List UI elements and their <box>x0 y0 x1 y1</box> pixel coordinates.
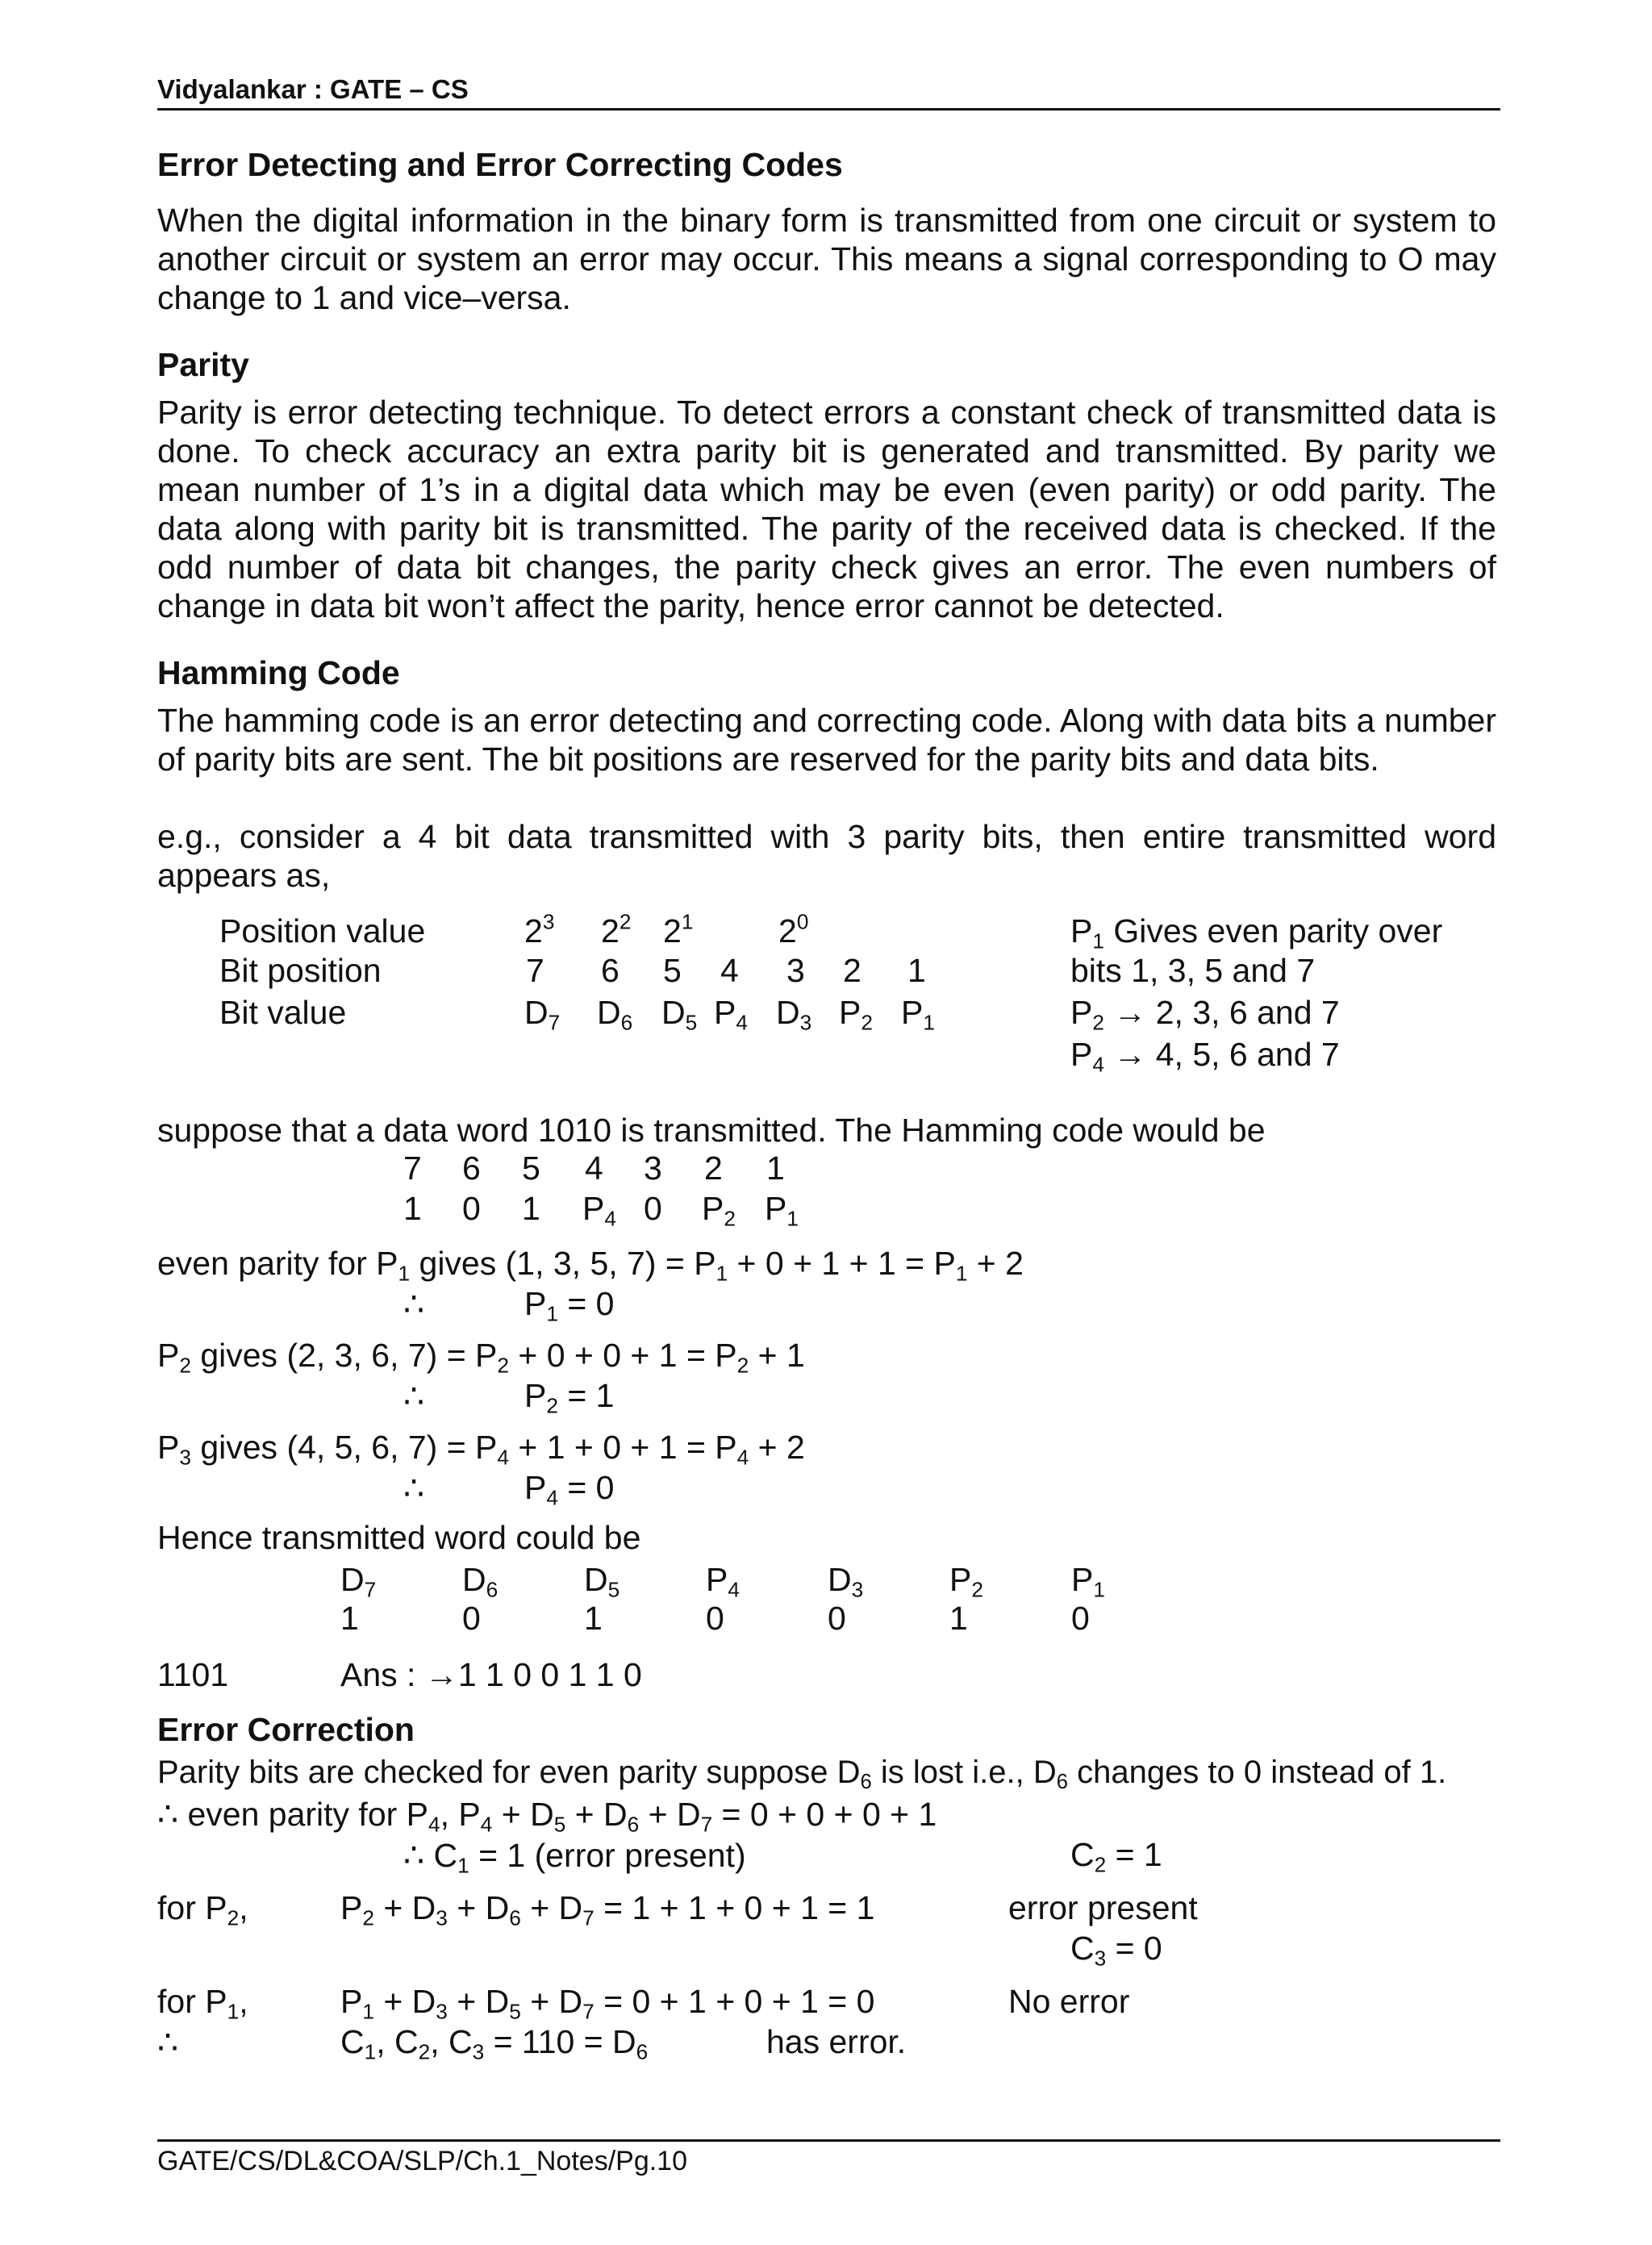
position-value-2-0: $2^0$ <box>778 909 809 949</box>
note-p1-bits: bits 1, 3, 5 and 7 <box>1070 952 1316 989</box>
therefore-symbol: ∴ <box>403 1470 425 1507</box>
word-label-p2: $P_2$ <box>949 1561 983 1602</box>
for-p1-label: for $P_1$, <box>157 1983 248 2024</box>
example-position-3: 3 <box>644 1150 662 1187</box>
position-value-2-3: $2^3$ <box>524 909 555 949</box>
word-bit-d5: 1 <box>584 1600 603 1637</box>
bit-value-d7: $D_7$ <box>524 994 561 1035</box>
example-value-1b: 1 <box>522 1190 540 1227</box>
word-bit-d3: 0 <box>828 1600 846 1637</box>
heading-error-codes: Error Detecting and Error Correcting Codes <box>157 146 843 183</box>
paragraph-hamming-2: e.g., consider a 4 bit data transmitted with 3 parity bits, then entire transmitted word appears as, <box>157 818 1496 894</box>
bit-position-7: 7 <box>526 952 544 989</box>
heading-parity: Parity <box>157 346 249 383</box>
word-label-d5: $D_5$ <box>584 1561 620 1602</box>
word-bit-p4: 0 <box>706 1600 724 1637</box>
bit-position-5: 5 <box>663 952 682 989</box>
correction-c3: $C_3 = 0$ <box>1070 1930 1162 1971</box>
example-value-p1: $P_1$ <box>765 1190 799 1231</box>
for-p2-equation: $P_2 + D_3 + D_6 + D_7 = 1 + 1 + 0 + 1 = 1$ <box>340 1889 875 1930</box>
example-position-2: 2 <box>704 1150 723 1187</box>
row-label-position-value: Position value <box>219 912 426 949</box>
heading-hamming-code: Hamming Code <box>157 654 400 691</box>
for-p1-result: No error <box>1008 1983 1130 2020</box>
heading-error-correction: Error Correction <box>157 1711 415 1748</box>
example-position-5: 5 <box>522 1150 540 1187</box>
bit-value-d6: $D_6$ <box>597 994 633 1035</box>
word-label-d6: $D_6$ <box>462 1561 499 1602</box>
word-label-d3: $D_3$ <box>828 1561 864 1602</box>
paragraph-error-codes: When the digital information in the binary form is transmitted from one circuit or system to another circuit or system an error may occur. This means a signal corresponding to O may change to 1 and vice–versa. <box>157 202 1496 316</box>
final-tail: has error. <box>766 2023 907 2060</box>
equation-p2: $P_2$ gives (2, 3, 6, $7) = P_2 + 0 + 0 + 1 = P_2 + 1$ <box>157 1337 805 1378</box>
example-intro: suppose that a data word 1010 is transmitted. The Hamming code would be <box>157 1112 1266 1149</box>
paragraph-parity: Parity is error detecting technique. To detect errors a constant check of transmitted data is done. To check accuracy an extra parity bit is generated and transmitted. By parity we mean number of 1’s in a digital data which may be even (even parity) or odd parity. The data along with parity bit is transmitted. The parity of the received data is checked. If the odd number of data bit changes, the parity check gives an error. The even numbers of change in data bit won’t affect the parity, hence error cannot be detected. <box>157 394 1496 624</box>
word-bit-d7: 1 <box>340 1600 359 1637</box>
example-position-1: 1 <box>766 1150 785 1187</box>
final-syndrome: $C_1$, $C_2$, $C_3 = 110 = D_6$ <box>340 2023 649 2064</box>
example-value-p2: $P_2$ <box>702 1190 736 1231</box>
bit-value-p1: $P_1$ <box>901 994 935 1035</box>
example-position-4: 4 <box>585 1150 603 1187</box>
note-p4-bits: $P_4 \to 4$, 5, 6 and 7 <box>1070 1036 1340 1077</box>
equation-p1: even parity for $P_1$ gives (1, 3, 5, $7) = P_1 + 0 + 1 + 1 = P_1 + 2$ <box>157 1245 1024 1286</box>
for-p2-result: error present <box>1008 1889 1198 1926</box>
row-label-bit-position: Bit position <box>219 952 382 989</box>
result-p4: $P_4 = 0$ <box>524 1469 615 1510</box>
word-label-p1: $P_1$ <box>1071 1561 1105 1602</box>
paragraph-hamming-1: The hamming code is an error detecting and correcting code. Along with data bits a number of parity bits are sent. The bit positions are reserved for the parity bits and data bits. <box>157 702 1496 778</box>
bit-value-d3: $D_3$ <box>776 994 812 1035</box>
hence-text: Hence transmitted word could be <box>157 1519 641 1556</box>
final-therefore: ∴ <box>157 2024 179 2061</box>
bit-position-2: 2 <box>843 952 861 989</box>
position-value-2-2: $2^2$ <box>601 909 632 949</box>
correction-line-2: ∴ even parity for $P_4$, $P_4 + D_5 + D_6 + D_7 = 0 + 0 + 0 + 1$ <box>157 1796 937 1837</box>
bit-value-p4: $P_4$ <box>714 994 748 1035</box>
for-p2-label: for $P_2$, <box>157 1889 248 1930</box>
example-position-6: 6 <box>462 1150 481 1187</box>
page-header: Vidyalankar : GATE – CS <box>157 74 469 104</box>
therefore-symbol: ∴ <box>403 1286 425 1323</box>
note-p2-bits: $P_2 \to 2$, 3, 6 and 7 <box>1070 994 1340 1035</box>
bit-position-6: 6 <box>601 952 620 989</box>
equation-p3: $P_3$ gives (4, 5, 6, $7) = P_4 + 1 + 0 + 1 = P_4 + 2$ <box>157 1429 805 1470</box>
header-rule <box>157 108 1500 111</box>
page-footer: GATE/CS/DL&COA/SLP/Ch.1_Notes/Pg.10 <box>157 2146 687 2176</box>
therefore-symbol: ∴ <box>403 1378 425 1415</box>
bit-position-3: 3 <box>786 952 805 989</box>
bit-position-4: 4 <box>720 952 739 989</box>
bit-value-p2: $P_2$ <box>839 994 873 1035</box>
word-bit-p2: 1 <box>949 1600 968 1637</box>
example-position-7: 7 <box>403 1150 422 1187</box>
answer-data-word: 1101 <box>157 1656 229 1693</box>
word-label-p4: $P_4$ <box>706 1561 740 1602</box>
bit-position-1: 1 <box>907 952 926 989</box>
example-value-0: 0 <box>462 1190 481 1227</box>
example-value-0b: 0 <box>644 1190 662 1227</box>
word-bit-d6: 0 <box>462 1600 481 1637</box>
footer-rule <box>157 2139 1500 2142</box>
example-value-1: 1 <box>403 1190 422 1227</box>
correction-line-1: Parity bits are checked for even parity suppose $D_6$ is lost i.e., $D_6$ changes to 0 instead of 1. <box>157 1755 1447 1794</box>
word-label-d7: $D_7$ <box>340 1561 377 1602</box>
correction-c2: $C_2 = 1$ <box>1070 1836 1162 1877</box>
example-value-p4: $P_4$ <box>582 1190 616 1231</box>
answer-code: Ans : →1 1 0 0 1 1 0 <box>340 1656 642 1693</box>
row-label-bit-value: Bit value <box>219 994 347 1031</box>
position-value-2-1: $2^1$ <box>663 909 694 949</box>
note-p1-even-parity: $P_1$ Gives even parity over <box>1070 912 1443 953</box>
bit-value-d5: $D_5$ <box>661 994 698 1035</box>
result-p1: $P_1 = 0$ <box>524 1285 615 1326</box>
result-p2: $P_2 = 1$ <box>524 1377 615 1418</box>
for-p1-equation: $P_1 + D_3 + D_5 + D_7 = 0 + 1 + 0 + 1 = 0$ <box>340 1983 875 2024</box>
correction-c1: ∴ $C_1 = 1$ (error present) <box>403 1837 746 1878</box>
word-bit-p1: 0 <box>1071 1600 1090 1637</box>
